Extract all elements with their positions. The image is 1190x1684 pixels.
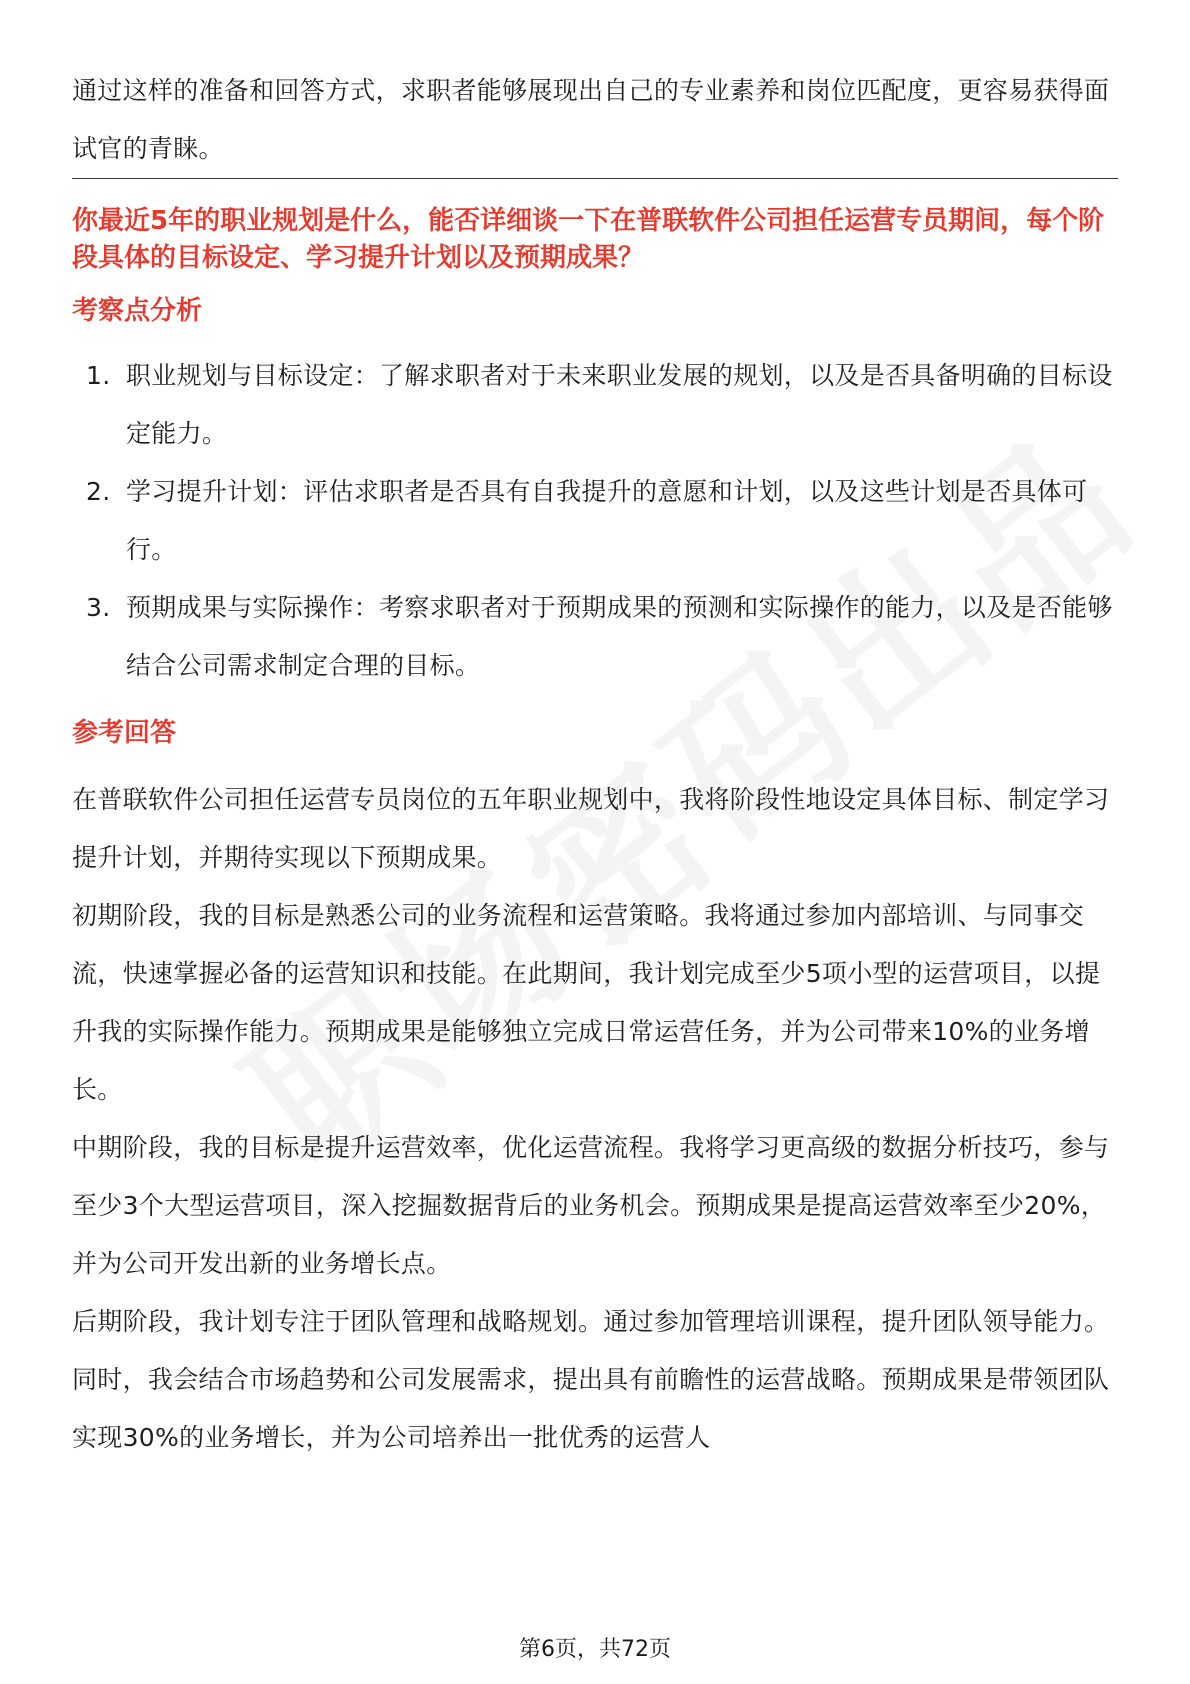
analysis-point — [72, 463, 1118, 579]
answer-paragraph: 在普联软件公司担任运营专员岗位的五年职业规划中，我将阶段性地设定具体目标、制定学习提升计划，并期待实现以下预期成果。 — [72, 785, 1110, 872]
intro-paragraph: 通过这样的准备和回答方式，求职者能够展现出自己的专业素养和岗位匹配度，更容易获得面试官的青睐。 — [72, 76, 1110, 163]
analysis-point-number: 2. — [86, 477, 111, 506]
answer-heading: 参考回答 — [72, 718, 177, 748]
page-content — [72, 62, 1118, 1467]
interview-question: 你最近5年的职业规划是什么，能否详细谈一下在普联软件公司担任运营专员期间，每个阶段具体的目标设定、学习提升计划以及预期成果？ — [72, 206, 1105, 273]
analysis-point-text: 预期成果与实际操作：考察求职者对于预期成果的预测和实际操作的能力，以及是否能够结合公司需求制定合理的目标。 — [126, 593, 1113, 680]
analysis-point-number: 1. — [86, 361, 111, 390]
analysis-point — [72, 347, 1118, 463]
answer-paragraph: 后期阶段，我计划专注于团队管理和战略规划。通过参加管理培训课程，提升团队领导能力。同时，我会结合市场趋势和公司发展需求，提出具有前瞻性的运营战略。预期成果是带领团队实现30%的业务增长，并为公司培养出一批优秀的运营人 — [72, 1307, 1110, 1452]
page-number: 第6页，共72页 — [519, 1637, 671, 1662]
analysis-point-text: 职业规划与目标设定：了解求职者对于未来职业发展的规划，以及是否具备明确的目标设定能力。 — [126, 361, 1113, 448]
analysis-point-text: 学习提升计划：评估求职者是否具有自我提升的意愿和计划，以及这些计划是否具体可行。 — [126, 477, 1088, 564]
analysis-heading: 考察点分析 — [72, 296, 203, 326]
section-divider — [72, 178, 1118, 179]
analysis-point-number: 3. — [86, 593, 111, 622]
analysis-point — [72, 579, 1118, 695]
analysis-list — [72, 347, 1118, 695]
answer-paragraph: 初期阶段，我的目标是熟悉公司的业务流程和运营策略。我将通过参加内部培训、与同事交流，快速掌握必备的运营知识和技能。在此期间，我计划完成至少5项小型的运营项目，以提升我的实际操作能力。预期成果是能够独立完成日常运营任务，并为公司带来10%的业务增长。 — [72, 901, 1101, 1104]
answer-paragraph: 中期阶段，我的目标是提升运营效率，优化运营流程。我将学习更高级的数据分析技巧，参与至少3个大型运营项目，深入挖掘数据背后的业务机会。预期成果是提高运营效率至少20%，并为公司开发出新的业务增长点。 — [72, 1133, 1110, 1278]
